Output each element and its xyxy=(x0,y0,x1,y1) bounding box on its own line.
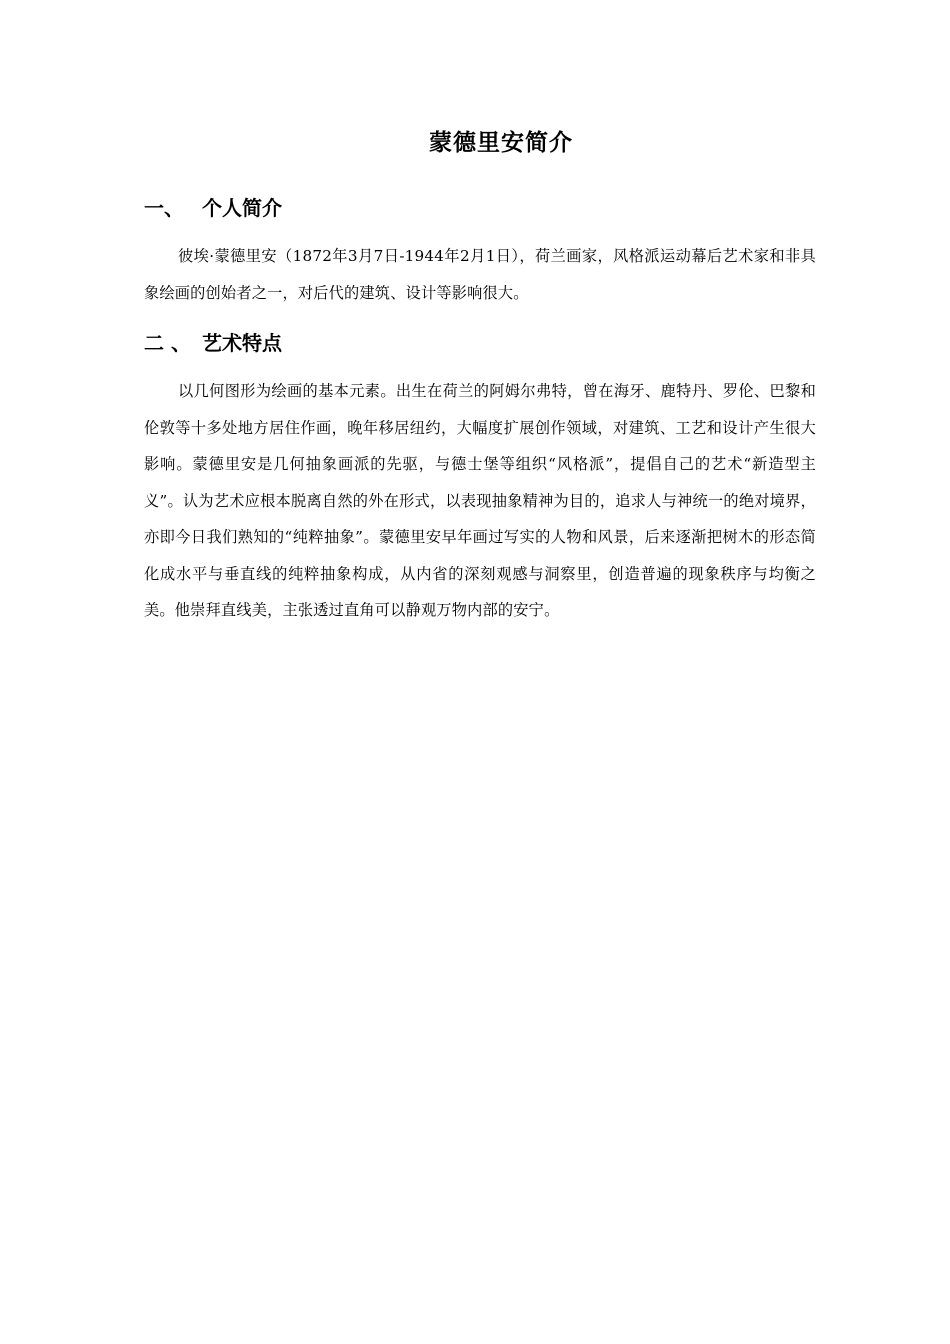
section-paragraph-art: 以几何图形为绘画的基本元素。出生在荷兰的阿姆尔弗特，曾在海牙、鹿特丹、罗伦、巴黎和伦敦等十多处地方居住作画，晚年移居纽约，大幅度扩展创作领域，对建筑、工艺和设计产生很大影响。蒙德里安是几何抽象画派的先驱，与德士堡等组织“风格派”，提倡自己的艺术“新造型主义”。认为艺术应根本脱离自然的外在形式，以表现抽象精神为目的，追求人与神统一的绝对境界，亦即今日我们熟知的“纯粹抽象”。蒙德里安早年画过写实的人物和风景，后来逐渐把树木的形态简化成水平与垂直线的纯粹抽象构成，从内省的深刻观感与洞察里，创造普遍的现象秩序与均衡之美。他崇拜直线美，主张透过直角可以静观万物内部的安宁。 xyxy=(144,382,816,619)
section-title: 个人简介 xyxy=(202,196,282,220)
section-title: 艺术特点 xyxy=(202,331,282,355)
section-paragraph-personal: 彼埃·蒙德里安（1872年3月7日-1944年2月1日），荷兰画家，风格派运动幕后艺术家和非具象绘画的创始者之一，对后代的建筑、设计等影响很大。 xyxy=(144,247,816,302)
page-title: 蒙德里安简介 xyxy=(429,130,573,156)
section-heading-personal xyxy=(144,192,282,221)
section-number: 一、 xyxy=(144,196,184,220)
section-number: 二 、 xyxy=(144,331,191,355)
section-heading-art xyxy=(144,327,282,356)
